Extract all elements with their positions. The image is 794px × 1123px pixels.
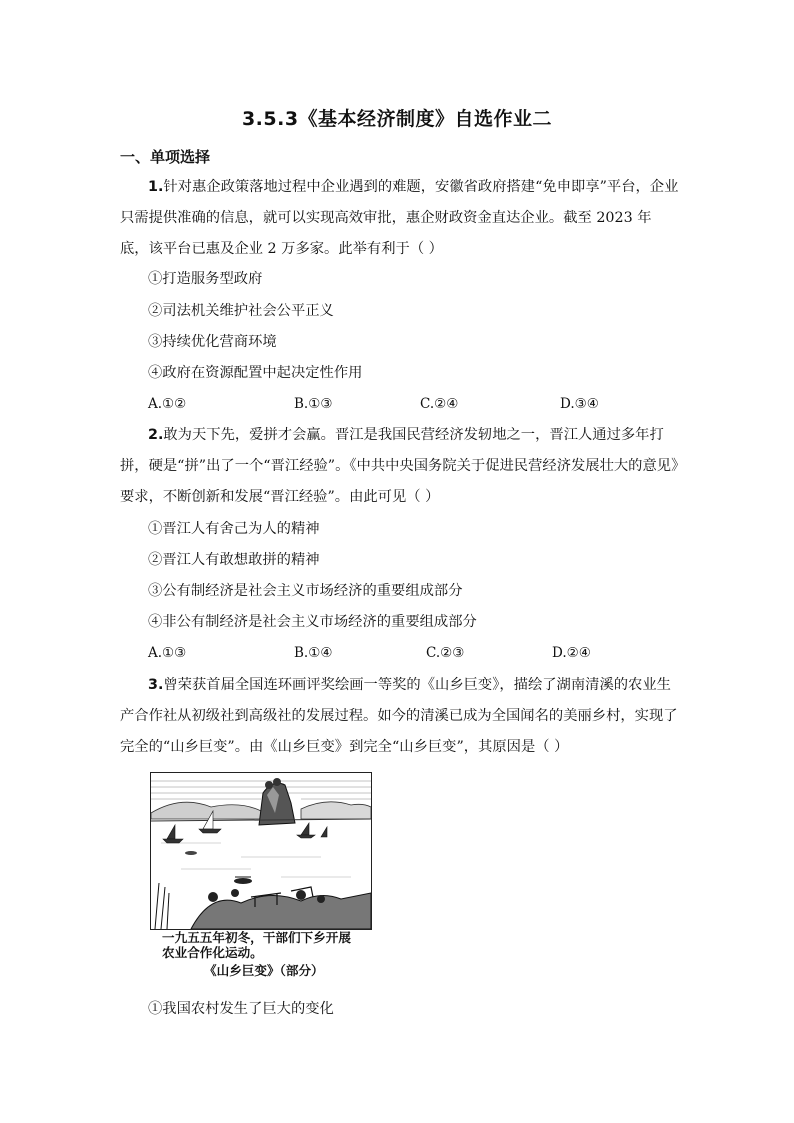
question-2-stem — [120, 420, 680, 513]
question-2-choice-c[interactable]: C.②③ — [426, 645, 465, 661]
question-1-text: 针对惠企政策落地过程中企业遇到的难题，安徽省政府搭建“免申即享”平台，企业只需提供准确的信息，就可以实现高效审批，惠企财政资金直达企业。截至 2023 年底，该平台已惠及企业 2 万多家。此举有利于（ ） — [120, 179, 679, 257]
question-1-choice-b[interactable]: B.①③ — [294, 396, 333, 412]
question-1-item-4: ④政府在资源配置中起决定性作用 — [148, 365, 363, 381]
question-1-choice-c[interactable]: C.②④ — [420, 396, 459, 412]
figure-caption-line-1: 一九五五年初冬，干部们下乡开展 — [162, 930, 351, 945]
question-3-item-1: ①我国农村发生了巨大的变化 — [148, 1001, 334, 1017]
question-3-stem — [120, 670, 680, 763]
figure-title: 《山乡巨变》（部分） — [204, 963, 324, 978]
illustration-landscape — [150, 772, 372, 930]
question-2-item-1: ①晋江人有舍己为人的精神 — [148, 521, 320, 537]
question-1-stem — [120, 172, 680, 265]
question-2-item-3: ③公有制经济是社会主义市场经济的重要组成部分 — [148, 583, 463, 599]
question-2-choice-b[interactable]: B.①④ — [294, 645, 333, 661]
question-1-choice-d[interactable]: D.③④ — [560, 396, 599, 412]
question-1-item-2: ②司法机关维护社会公平正义 — [148, 303, 334, 319]
figure-caption-line-2: 农业合作化运动。 — [162, 945, 263, 960]
question-2-number: 2. — [148, 427, 164, 443]
question-2-text: 敢为天下先，爱拼才会赢。晋江是我国民营经济发轫地之一，晋江人通过多年打拼，硬是“拼”出了一个“晋江经验”。《中共中央国务院关于促进民营经济发展壮大的意见》要求，不断创新和发展“晋江经验”。由此可见（ ） — [120, 427, 679, 505]
question-2-item-4: ④非公有制经济是社会主义市场经济的重要组成部分 — [148, 614, 477, 630]
question-3-text: 曾荣获首届全国连环画评奖绘画一等奖的《山乡巨变》，描绘了湖南清溪的农业生产合作社从初级社到高级社的发展过程。如今的清溪已成为全国闻名的美丽乡村，实现了完全的“山乡巨变”。由《山乡巨变》到完全“山乡巨变”，其原因是（ ） — [120, 677, 678, 755]
question-1-item-1: ①打造服务型政府 — [148, 271, 263, 287]
page-title: 3.5.3《基本经济制度》自选作业二 — [241, 108, 553, 130]
section-heading: 一、单项选择 — [120, 148, 211, 166]
figure-caption — [162, 930, 351, 960]
question-1-choice-a[interactable]: A.①② — [148, 396, 187, 412]
question-2-item-2: ②晋江人有敢想敢拼的精神 — [148, 552, 320, 568]
question-1-number: 1. — [148, 179, 164, 195]
question-3-number: 3. — [148, 677, 164, 693]
question-2-choice-a[interactable]: A.①③ — [148, 645, 187, 661]
landscape-drawing — [151, 773, 371, 929]
question-1-item-3: ③持续优化营商环境 — [148, 334, 277, 350]
question-2-choice-d[interactable]: D.②④ — [552, 645, 591, 661]
